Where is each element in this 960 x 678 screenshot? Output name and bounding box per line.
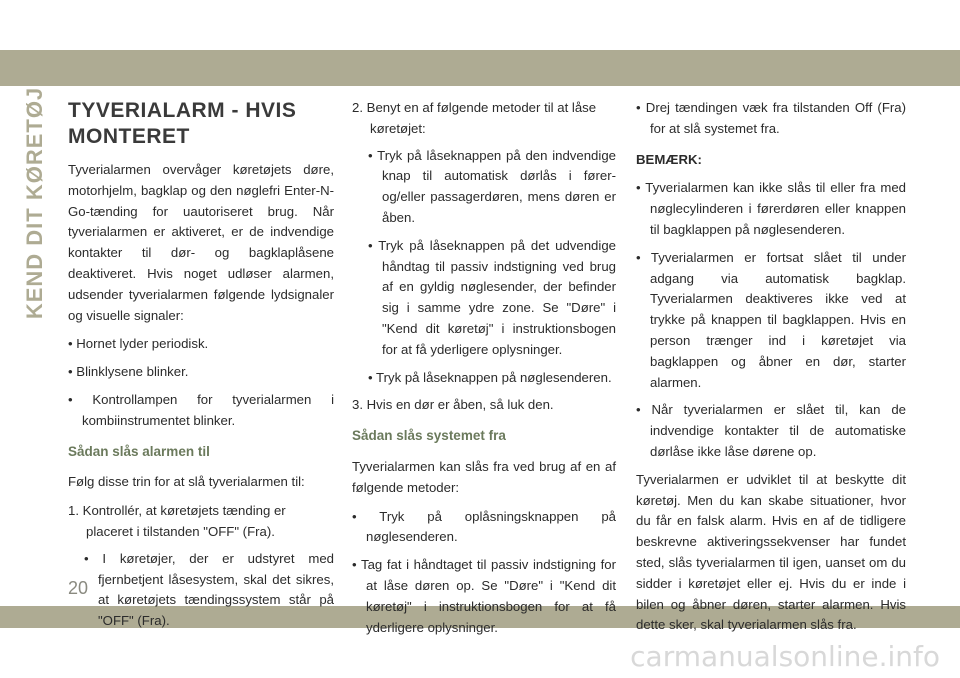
step-2-sub: • Tryk på låseknappen på det udvendige håndtag til passiv indstigning ved brug af en gyldig nøglesender, der befinder sig i samme ydre zone. Se "Døre" i "Kend dit køretøj" i instruktionsbogen for at få yderligere oplysninger. [368,237,616,357]
header-band [0,50,960,86]
page-number: 20 [68,578,89,598]
note-item: • Når tyverialarmen er slået til, kan de indvendige kontakter til de automatiske dørlåse ikke låse dørene op. [636,402,906,459]
closing-paragraph: Tyverialarmen er udviklet til at beskytte dit køretøj. Men du kan skabe situationer, hvor du får en falsk alarm. Hvis en af de tidligere beskrevne aktiveringssekvenser har fundet sted, slås tyverialarmen til igen, uanset om du sidder i køretøjet eller ej. Hvis du er inde i bilen og åbner døren, starter alarmen. Hvis dette sker, skal tyverialarmen slås fra. [636,471,906,633]
disarm-method: • Drej tændingen væk fra tilstanden Off (Fra) for at slå systemet fra. [636,100,906,136]
side-title-text: KEND DIT KØRETØJ [22,86,47,320]
note-label: BEMÆRK: [636,151,702,167]
note-item: • Tyverialarmen kan ikke slås til eller fra med nøglecylinderen i førerdøren eller knappen til bagklappen på nøglesenderen. [636,180,906,237]
page-heading: TYVERIALARM - HVIS MONTERET [68,99,297,148]
disarm-method: • Tryk på oplåsningsknappen på nøglesenderen. [352,508,616,545]
disarm-intro: Tyverialarmen kan slås fra ved brug af en af følgende metoder: [352,458,616,495]
disarm-method: • Tag fat i håndtaget til passiv indstigning for at låse døren op. Se "Døre" i "Kend dit køretøj" i instruktionsbogen for at få yderligere oplysninger. [352,557,616,635]
step-1: 1. Kontrollér, at køretøjets tænding er placeret i tilstanden "OFF" (Fra). [68,503,286,539]
step-1-sub: • I køretøjer, der er udstyret med fjernbetjent låsesystem, skal det sikres, at køretøjets tændingssystem står på "OFF" (Fra). [84,550,334,629]
disarm-subheading: Sådan slås systemet fra [352,428,506,444]
signal-item: • Blinklysene blinker. [68,364,189,380]
column-3 [636,98,906,644]
note-item: • Tyverialarmen er fortsat slået til under adgang via automatisk bagklap. Tyverialarmen deaktiveres ikke ved at trykke på knappen til bagklappen. Hvis en person trænger ind i køretøjet via bagklappen og åbner en dør, starter alarmen. [636,249,906,390]
step-2-sub: • Tryk på låseknappen på den indvendige knap til automatisk dørlås i fører- og/eller passagerdøren, mens døren er åben. [368,147,616,225]
arm-subheading: Sådan slås alarmen til [68,443,210,459]
top-margin [0,0,960,50]
watermark: carmanualsonline.info [630,640,940,673]
column-1 [68,98,334,639]
step-2-sub: • Tryk på låseknappen på nøglesenderen. [368,369,612,385]
step-2: 2. Benyt en af følgende metoder til at låse køretøjet: [352,100,597,136]
step-3: 3. Hvis en dør er åben, så luk den. [352,397,554,413]
signal-item: • Hornet lyder periodisk. [68,336,209,352]
signal-item: • Kontrollampen for tyverialarmen i kombiinstrumentet blinker. [68,391,334,428]
section-side-title [22,86,48,320]
arm-intro: Følg disse trin for at slå tyverialarmen til: [68,474,305,490]
intro-paragraph: Tyverialarmen overvåger køretøjets døre, motorhjelm, bagklap og den nøglefri Enter-N-Go-tænding for uautoriseret brug. Når tyverialarmen er aktiveret, er de indvendige kontakter til dør- og bagklaplåsene deaktiveret. Hvis noget udløser alarmen, udsender tyverialarmen følgende lydsignaler og visuelle signaler: [68,162,334,323]
column-2 [352,98,616,645]
